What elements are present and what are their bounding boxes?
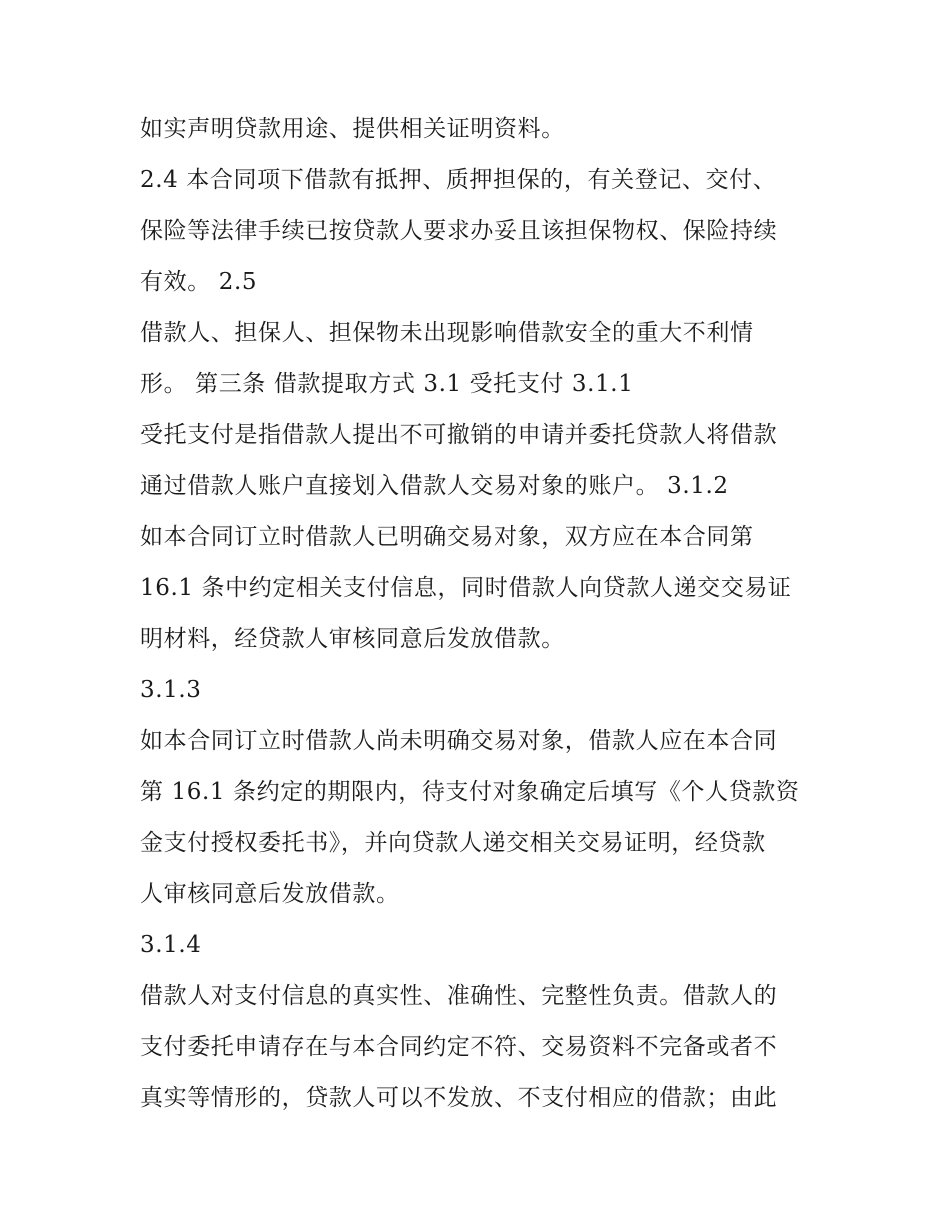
text-line: 3.1.4 — [140, 932, 202, 958]
text-line: 第 16.1 条约定的期限内，待支付对象确定后填写《个人贷款资 — [140, 779, 800, 805]
text-line: 如本合同订立时借款人尚未明确交易对象，借款人应在本合同 — [140, 728, 778, 754]
text-line: 形。 第三条 借款提取方式 3.1 受托支付 3.1.1 — [140, 371, 634, 397]
text-line: 真实等情形的，贷款人可以不发放、不支付相应的借款；由此 — [140, 1085, 778, 1111]
text-line: 有效。 2.5 — [140, 269, 258, 295]
text-line: 2.4 本合同项下借款有抵押、质押担保的，有关登记、交付、 — [140, 167, 777, 193]
text-line: 16.1 条中约定相关支付信息，同时借款人向贷款人递交交易证 — [140, 575, 792, 601]
text-line: 借款人、担保人、担保物未出现影响借款安全的重大不利情 — [140, 320, 754, 346]
text-line: 金支付授权委托书》，并向贷款人递交相关交易证明，经贷款 — [140, 830, 766, 856]
text-line: 人审核同意后发放借款。 — [140, 881, 400, 907]
text-line: 通过借款人账户直接划入借款人交易对象的账户。 3.1.2 — [140, 473, 729, 499]
text-line: 明材料，经贷款人审核同意后发放借款。 — [140, 626, 565, 652]
text-line: 如本合同订立时借款人已明确交易对象，双方应在本合同第 — [140, 524, 754, 550]
text-line: 受托支付是指借款人提出不可撤销的申请并委托贷款人将借款 — [140, 422, 778, 448]
text-line: 3.1.3 — [140, 677, 202, 703]
text-line: 保险等法律手续已按贷款人要求办妥且该担保物权、保险持续 — [140, 218, 778, 244]
text-line: 如实声明贷款用途、提供相关证明资料。 — [140, 116, 565, 142]
text-line: 支付委托申请存在与本合同约定不符、交易资料不完备或者不 — [140, 1034, 778, 1060]
text-line: 借款人对支付信息的真实性、准确性、完整性负责。借款人的 — [140, 983, 778, 1009]
document-page — [140, 104, 830, 1124]
